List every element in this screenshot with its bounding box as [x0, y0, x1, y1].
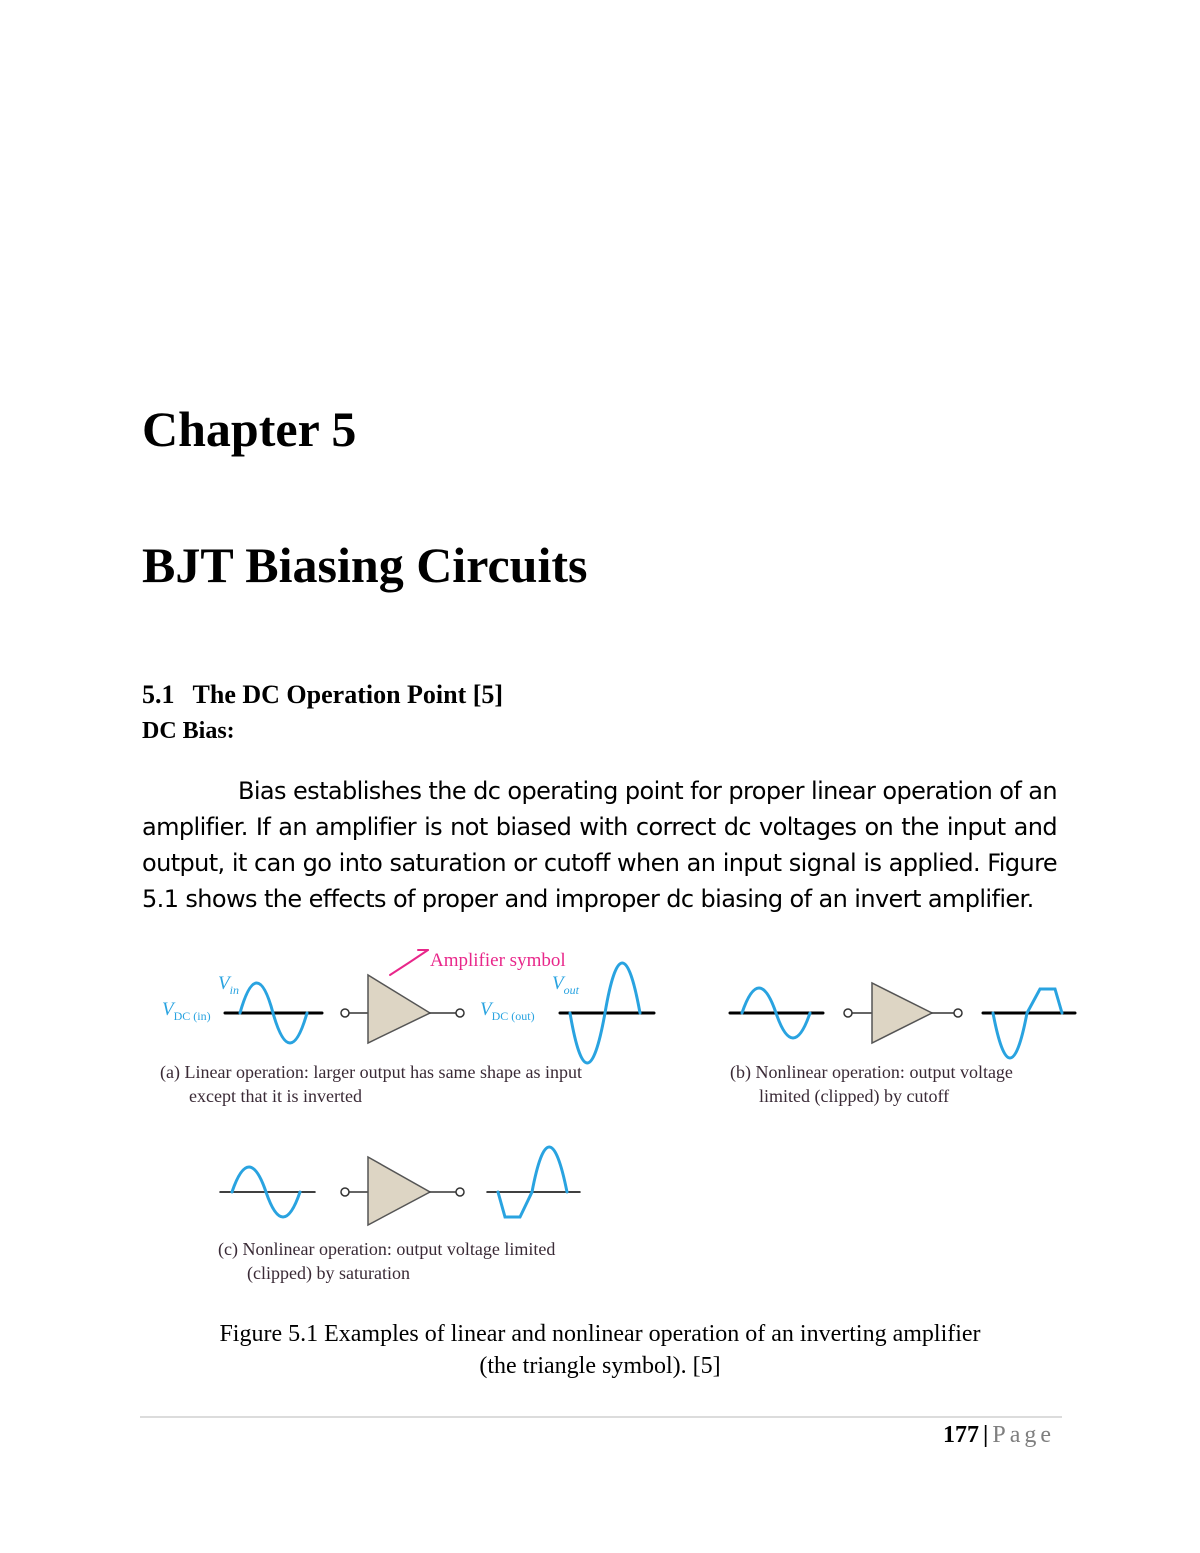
page-number: 177	[943, 1422, 980, 1448]
figure-5-1	[140, 935, 1100, 1295]
vin-label: $V_{in}$	[218, 973, 239, 997]
panel-c-caption: (c) Nonlinear operation: output voltage limited (clipped) by saturation	[218, 1239, 556, 1283]
chapter-title: BJT Biasing Circuits	[142, 537, 588, 593]
vdc-out-label: $V_{DC (out)}$	[480, 999, 535, 1023]
figure-caption: Figure 5.1 Examples of linear and nonlinear operation of an inverting amplifier (the triangle symbol). [5]	[219, 1321, 981, 1379]
amplifier-symbol-annotation: Amplifier symbol	[430, 950, 566, 971]
panel-b-caption: (b) Nonlinear operation: output voltage limited (clipped) by cutoff	[730, 1062, 1013, 1106]
panel-a-caption: (a) Linear operation: larger output has same shape as input except that it is inverted	[160, 1062, 583, 1106]
chapter-label: Chapter 5	[142, 401, 357, 457]
paragraph-text: Bias establishes the dc operating point for proper linear operation of an amplifier. If an amplifier is not biased with correct dc voltages on the input and output, it can go into saturation or cutoff when an input signal is applied. Figure 5.1 shows the effects of proper and improper dc biasing of an invert amplifier.	[142, 777, 1057, 913]
body-paragraph	[142, 773, 1057, 917]
section-title: The DC Operation Point [5]	[192, 680, 504, 709]
subheading: DC Bias:	[142, 718, 235, 744]
section-heading	[142, 680, 503, 710]
footer-divider	[140, 1416, 1062, 1418]
page-label: Page	[992, 1422, 1055, 1448]
section-number: 5.1	[142, 680, 175, 709]
page-footer	[943, 1422, 1055, 1449]
page-separator: |	[983, 1422, 989, 1448]
vdc-in-label: $V_{DC (in)}$	[162, 999, 211, 1023]
vout-label: $V_{out}$	[552, 973, 579, 997]
